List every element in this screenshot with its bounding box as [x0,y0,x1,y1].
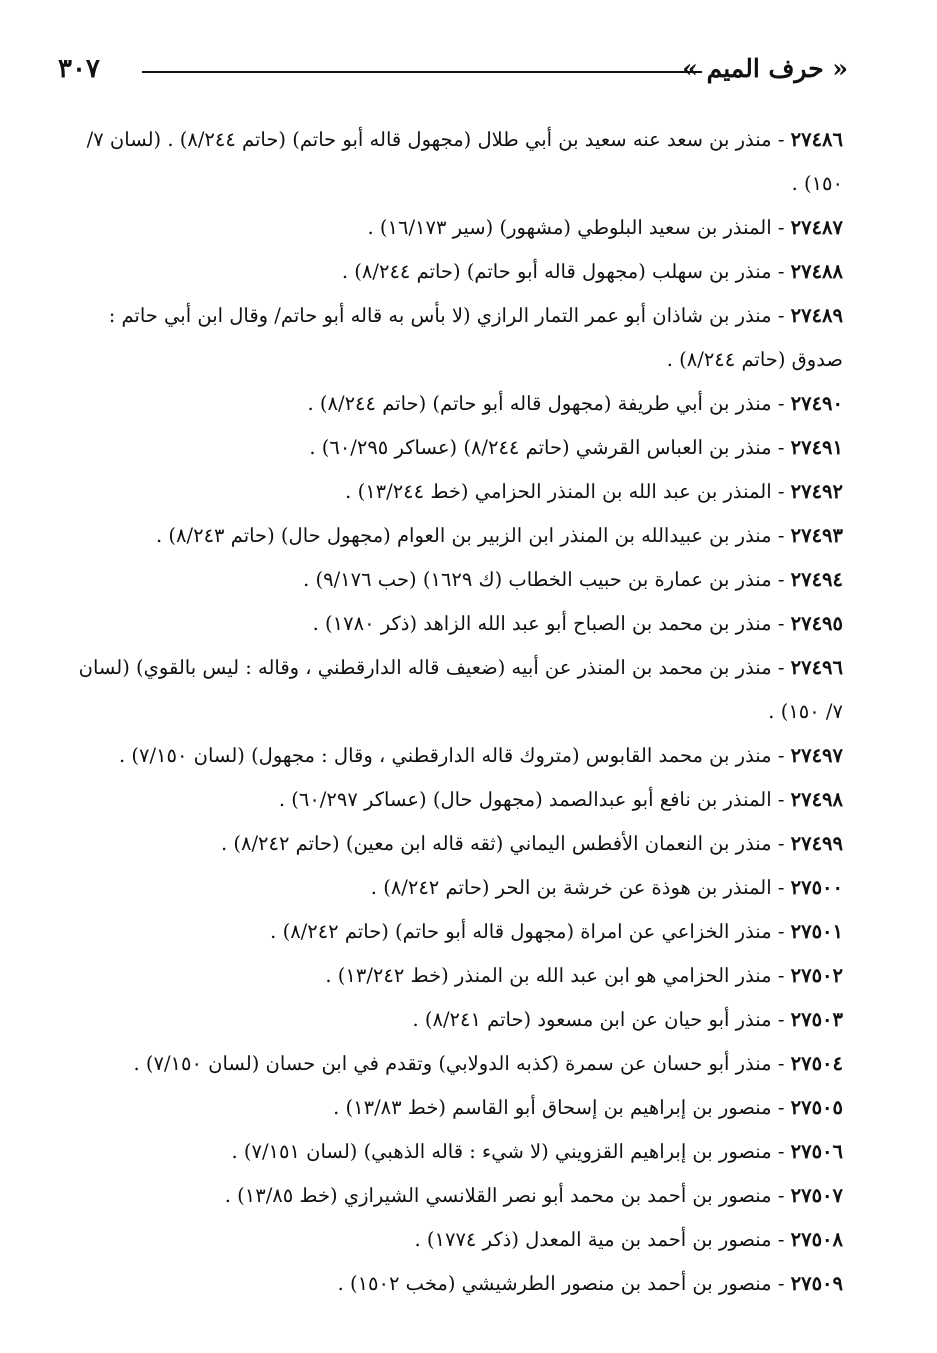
entry-number: ٢٧٤٩٣ [790,524,843,547]
entry-27497 [70,734,843,778]
entry-27504 [70,1042,843,1086]
entry-text: - منذر بن سعد عنه سعيد بن أبي طلال (مجهول قاله أبو حاتم) (حاتم ٨/٢٤٤) . (لسان ٧/ ١٥٠) . [86,128,843,195]
entry-27490 [70,382,843,426]
entry-text: - منصور بن إبراهيم بن إسحاق أبو القاسم (خط ١٣/٨٣) . [333,1096,791,1119]
entry-number: ٢٧٥٠٠ [790,876,843,899]
entry-number: ٢٧٥٠٥ [790,1096,843,1119]
entry-text: - منصور بن أحمد بن مية المعدل (ذكر ١٧٧٤) . [414,1228,791,1251]
entry-text: - المنذر بن نافع أبو عبدالصمد (مجهول حال) (عساكر ٦٠/٢٩٧) . [278,788,791,811]
entry-27491 [70,426,843,470]
entry-27492 [70,470,843,514]
entry-text: - منذر بن محمد القابوس (متروك قاله الدارقطني ، وقال : مجهول) (لسان ٧/١٥٠) . [118,744,791,767]
entry-text: - منذر بن العباس القرشي (حاتم ٨/٢٤٤) (عساكر ٦٠/٢٩٥) . [309,436,791,459]
entry-number: ٢٧٥٠٤ [790,1052,843,1075]
entry-27496 [70,646,843,734]
entry-27507 [70,1174,843,1218]
entry-text: - منذر بن النعمان الأفطس اليماني (ثقه قاله ابن معين) (حاتم ٨/٢٤٢) . [220,832,791,855]
entry-27489 [70,294,843,382]
entry-number: ٢٧٤٩٩ [790,832,843,855]
entry-number: ٢٧٥٠٧ [790,1184,843,1207]
entry-number: ٢٧٤٩٢ [790,480,843,503]
entry-number: ٢٧٤٩٧ [790,744,843,767]
entry-27506 [70,1130,843,1174]
entry-number: ٢٧٥٠١ [790,920,843,943]
entry-text: - منذر الحزامي هو ابن عبد الله بن المنذر (خط ١٣/٢٤٢) . [325,964,791,987]
entry-27488 [70,250,843,294]
entry-number: ٢٧٥٠٨ [790,1228,843,1251]
entry-number: ٢٧٥٠٢ [790,964,843,987]
entry-text: - منذر الخزاعي عن امراة (مجهول قاله أبو حاتم) (حاتم ٨/٢٤٢) . [270,920,791,943]
page-header [58,52,848,92]
entry-27498 [70,778,843,822]
entry-number: ٢٧٤٩٦ [790,656,843,679]
entry-number: ٢٧٤٩٠ [790,392,843,415]
entry-27486 [70,118,843,206]
entry-number: ٢٧٤٨٦ [790,128,843,151]
entry-number: ٢٧٤٨٩ [790,304,843,327]
page-number: ٣٠٧ [58,54,100,84]
entry-27499 [70,822,843,866]
entry-number: ٢٧٥٠٦ [790,1140,843,1163]
entry-text: - منصور بن إبراهيم القزويني (لا شيء : قاله الذهبي) (لسان ٧/١٥١) . [231,1140,791,1163]
entry-27500 [70,866,843,910]
entry-27501 [70,910,843,954]
entry-27487 [70,206,843,250]
entry-number: ٢٧٤٩١ [790,436,843,459]
entry-text: - منذر بن عبيدالله بن المنذر ابن الزبير بن العوام (مجهول حال) (حاتم ٨/٢٤٣) . [156,524,791,547]
entry-number: ٢٧٤٩٤ [790,568,843,591]
entry-text: - منذر أبو حسان عن سمرة (كذبه الدولابي) وتقدم في ابن حسان (لسان ٧/١٥٠) . [133,1052,791,1075]
entry-number: ٢٧٤٩٥ [790,612,843,635]
header-rule [142,71,702,73]
entry-text: - منذر أبو حيان عن ابن مسعود (حاتم ٨/٢٤١) . [412,1008,791,1031]
entry-27508 [70,1218,843,1262]
entries-list [70,118,843,1306]
entry-27494 [70,558,843,602]
entry-text: - منذر بن عمارة بن حبيب الخطاب (ك ١٦٢٩) (حب ٩/١٧٦) . [303,568,791,591]
entry-text: - منذر بن شاذان أبو عمر التمار الرازي (لا بأس به قاله أبو حاتم/ وقال ابن أبي حاتم : صدوق (حاتم ٨/٢٤٤) . [108,304,843,371]
entry-number: ٢٧٤٩٨ [790,788,843,811]
entry-27495 [70,602,843,646]
entry-27493 [70,514,843,558]
entry-number: ٢٧٥٠٣ [790,1008,843,1031]
entry-number: ٢٧٥٠٩ [790,1272,843,1295]
entry-text: - المنذر بن عبد الله بن المنذر الحزامي (خط ١٣/٢٤٤) . [345,480,791,503]
entry-text: - منذر بن أبي طريفة (مجهول قاله أبو حاتم) (حاتم ٨/٢٤٤) . [307,392,791,415]
entry-number: ٢٧٤٨٧ [790,216,843,239]
entry-27502 [70,954,843,998]
chapter-title: « حرف الميم » [682,54,848,83]
entry-text: - منصور بن أحمد بن محمد أبو نصر القلانسي الشيرازي (خط ١٣/٨٥) . [224,1184,791,1207]
entry-text: - منذر بن محمد بن المنذر عن أبيه (ضعيف قاله الدارقطني ، وقاله : ليس بالقوي) (لسان ٧/ ١٥٠) . [78,656,843,723]
entry-27509 [70,1262,843,1306]
entry-text: - منصور بن أحمد بن منصور الطرشيشي (مخب ١٥٠٢) . [337,1272,791,1295]
entry-text: - منذر بن سهلب (مجهول قاله أبو حاتم) (حاتم ٨/٢٤٤) . [341,260,791,283]
entry-27503 [70,998,843,1042]
entry-text: - المنذر بن سعيد البلوطي (مشهور) (سير ١٦/١٧٣) . [367,216,791,239]
entry-text: - المنذر بن هوذة عن خرشة بن الحر (حاتم ٨/٢٤٢) . [370,876,791,899]
entry-27505 [70,1086,843,1130]
entry-text: - منذر بن محمد بن الصباح أبو عبد الله الزاهد (ذكر ١٧٨٠) . [312,612,791,635]
entry-number: ٢٧٤٨٨ [790,260,843,283]
